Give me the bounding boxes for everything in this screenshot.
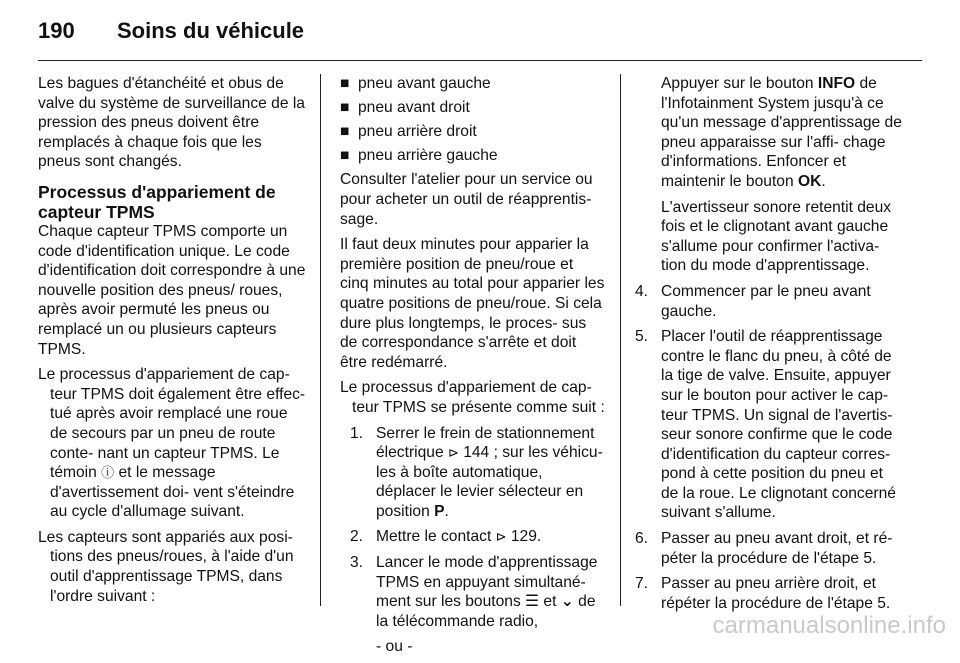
bullet-icon: ■: [340, 75, 350, 92]
gear-position: P: [434, 502, 445, 520]
step-3: [350, 553, 606, 631]
paragraph-duration: Il faut deux minutes pour apparier la première position de pneu/roue et cinq minutes au total pour apparier les quatre positions de pneu/roue. Si cela dure plus longtemps, le proces‐ sus de correspondance s'arrête et doit être redémarré.: [340, 236, 605, 371]
step-1: [350, 424, 606, 522]
paragraph-horn-signal: L'avertisseur sonore retentit deux fois et le clignotant avant gauche s'allume pour confirmer l'activa‐ tion du mode d'apprentissage.: [661, 198, 892, 275]
section-heading: Processus d'appariement de capteur TPMS: [38, 181, 276, 222]
tire-order-list: [340, 74, 606, 166]
procedure-steps-continued: [635, 282, 903, 614]
info-button-label: INFO: [817, 75, 856, 92]
text-segment: Le processus d'appariement de cap‐ teur TPMS doit également être effec‐ tué après avoir remplacé une roue de secours par un pneu de route conte‐ nant un capteur TPMS. Le témoin: [38, 366, 306, 482]
page-number: 190: [38, 18, 75, 43]
paragraph-workshop: Consulter l'atelier pour un service ou pour acheter un outil de réapprentis‐ sage.: [340, 171, 593, 228]
or-separator: - ou -: [376, 638, 413, 656]
step-number: 7.: [635, 575, 649, 593]
bullet-icon: ■: [340, 99, 350, 117]
bullet-icon: ■: [340, 147, 350, 165]
step-number: 5.: [635, 328, 649, 346]
column-1: [38, 74, 306, 612]
step-number: 1.: [350, 424, 364, 442]
text-segment: ; sur les véhicu‐ les à boîte automatique, déplacer le levier sélecteur en position: [376, 444, 603, 520]
list-item-label: pneu arrière droit: [358, 123, 477, 141]
paragraph-seals: Les bagues d'étanchéité et obus de valve du système de surveillance de la pression des pneus doivent être remplacés à chaque fois que les pneus sont changés.: [38, 75, 305, 171]
paragraph-procedure-intro: Le processus d'appariement de cap‐ teur TPMS se présente comme suit :: [340, 379, 605, 416]
page-ref: 144: [463, 444, 490, 462]
text-segment: Lancer le mode d'apprentissage TPMS en appuyant simultané‐ ment sur les boutons: [376, 554, 598, 611]
step-number: 6.: [635, 530, 649, 548]
menu-button-icon: ☰: [525, 593, 540, 611]
step-text: Placer l'outil de réapprentissage contre le flanc du pneu, à côté de la tige de valve. Ensuite, appuyer sur le bouton pour activer le cap‐ teur TPMS. Un signal de l'avertis‐ seur sonore confirme que le code d'identification du capteur corres‐ pond à cette position du pneu et de la roue. Le clignotant concerné suivant s'allume.: [661, 328, 896, 522]
text-segment: .: [821, 172, 826, 190]
page-ref: 129: [510, 528, 537, 546]
list-item: [340, 98, 606, 118]
column-divider-2: [620, 74, 621, 606]
text-segment: Mettre le contact: [376, 528, 496, 546]
step-7: [635, 574, 903, 613]
text-segment: .: [536, 528, 542, 546]
paragraph-pairing-order: Les capteurs sont appariés aux posi‐ tions des pneus/roues, à l'aide d'un outil d'apprentissage TPMS, dans l'ordre suivant :: [38, 528, 294, 605]
step-number: 3.: [350, 554, 364, 572]
procedure-steps: [340, 424, 606, 632]
step-text: Passer au pneu arrière droit, et répéter la procédure de l'étape 5.: [661, 575, 891, 612]
list-item-label: pneu avant droit: [358, 99, 470, 117]
header-rule: [38, 60, 922, 61]
column-3: [635, 74, 903, 619]
tpms-warning-icon: ⓘ: [101, 465, 115, 481]
step-text: Passer au pneu avant droit, et ré‐ péter la procédure de l'étape 5.: [661, 530, 893, 567]
text-segment: .: [444, 502, 449, 520]
column-2: [340, 74, 606, 663]
paragraph-pairing-spare: [38, 365, 306, 522]
step-2: [350, 527, 606, 547]
step-text: Commencer par le pneu avant gauche.: [661, 282, 871, 320]
step-6: [635, 529, 903, 568]
text-segment: de l'Infotainment System jusqu'à ce qu'un message d'apprentissage de pneu apparaisse sur l'affi‐ chage d'informations. Enfoncer et maintenir le bouton: [661, 75, 902, 190]
paragraph-sensor-code: Chaque capteur TPMS comporte un code d'identification unique. Le code d'identification doit correspondre à une nouvelle position des pneus/ roues, après avoir permuté les pneus ou remplacé un ou plusieurs capteurs TPMS.: [38, 222, 306, 358]
list-item: [340, 74, 606, 94]
list-item: [340, 122, 606, 142]
text-segment: Appuyer sur le bouton: [661, 75, 818, 92]
list-item-label: pneu arrière gauche: [358, 147, 498, 165]
page-ref-icon: ⊳: [495, 529, 507, 545]
text-segment: Serrer le frein de stationnement électrique: [376, 424, 595, 462]
paragraph-info-button: [635, 74, 903, 192]
page-title: Soins du véhicule: [117, 18, 305, 43]
next-button-icon: ⌄: [560, 593, 574, 611]
text-segment: et le message d'avertissement doi‐ vent s'éteindre au cycle d'allumage suivant.: [50, 464, 295, 521]
step-5: [635, 327, 903, 523]
text-segment: et: [539, 593, 561, 611]
step-number: 2.: [350, 528, 364, 546]
step-number: 4.: [635, 282, 649, 300]
text-segment: de la télécommande radio,: [376, 593, 596, 630]
page-ref-icon: ⊳: [447, 445, 459, 461]
watermark: carmanualsonline.info: [712, 612, 946, 639]
ok-button-label: OK: [797, 172, 822, 190]
list-item-label: pneu avant gauche: [358, 75, 491, 92]
bullet-icon: ■: [340, 123, 350, 141]
list-item: [340, 146, 606, 166]
step-4: [635, 282, 903, 321]
column-divider-1: [320, 74, 321, 606]
